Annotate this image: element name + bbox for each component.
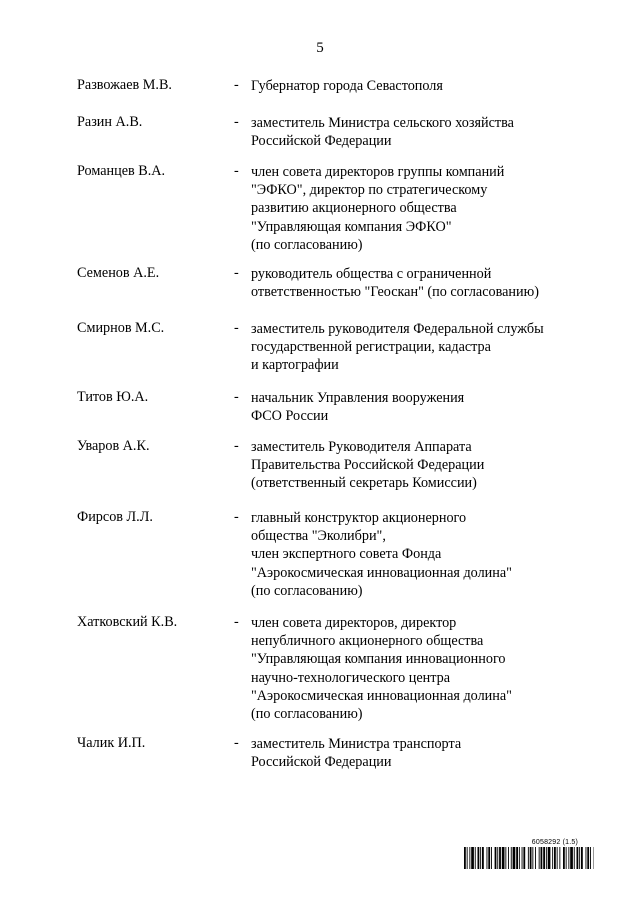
member-role bbox=[251, 114, 591, 150]
entry-dash: - bbox=[234, 614, 239, 630]
barcode-bar bbox=[568, 847, 569, 869]
barcode-bar bbox=[480, 847, 481, 869]
member-name: Развожаев М.В. bbox=[77, 77, 172, 93]
barcode-bar bbox=[528, 847, 529, 869]
entry-dash: - bbox=[234, 77, 239, 93]
member-role-line: главный конструктор акционерного bbox=[251, 510, 467, 526]
barcode-bar bbox=[566, 847, 567, 869]
member-role-line: Правительства Российской Федерации bbox=[251, 457, 485, 474]
barcode-bar bbox=[590, 847, 591, 869]
member-role-line: заместитель Руководителя Аппарата bbox=[251, 439, 472, 455]
barcode-bar bbox=[570, 847, 573, 869]
entry-dash: - bbox=[234, 114, 239, 130]
barcode-bar bbox=[579, 847, 580, 869]
barcode-bar bbox=[522, 847, 523, 869]
member-role bbox=[251, 735, 591, 771]
entry-dash: - bbox=[234, 735, 239, 751]
barcode-bar bbox=[495, 847, 497, 869]
member-role bbox=[251, 77, 591, 95]
member-role-line: член совета директоров, директор bbox=[251, 615, 457, 631]
barcode-bar bbox=[516, 847, 518, 869]
member-role-line: член экспертного совета Фонда bbox=[251, 546, 442, 563]
member-role-line: развитию акционерного общества bbox=[251, 200, 457, 217]
barcode-code: 6058292 (1.5) bbox=[531, 839, 578, 846]
member-role-line: заместитель руководителя Федеральной службы bbox=[251, 321, 544, 337]
barcode-bar bbox=[482, 847, 484, 869]
entry-dash: - bbox=[234, 265, 239, 281]
barcode-bar bbox=[548, 847, 551, 869]
member-role-line: "Аэрокосмическая инновационная долина" bbox=[251, 564, 512, 581]
member-role-line: "Управляющая компания инновационного bbox=[251, 651, 506, 668]
member-name: Хатковский К.В. bbox=[77, 614, 178, 630]
member-name: Чалик И.П. bbox=[77, 735, 146, 751]
barcode-image bbox=[464, 847, 594, 869]
document-barcode bbox=[464, 838, 594, 869]
member-role-line: заместитель Министра транспорта bbox=[251, 736, 462, 752]
member-role-line: общества "Эколибри", bbox=[251, 528, 386, 545]
member-role-line: и картографии bbox=[251, 357, 339, 374]
member-role bbox=[251, 389, 591, 425]
barcode-bar bbox=[488, 847, 490, 869]
member-role-line: начальник Управления вооружения bbox=[251, 390, 465, 406]
barcode-bar bbox=[543, 847, 545, 869]
member-role-line: (ответственный секретарь Комиссии) bbox=[251, 475, 477, 492]
barcode-bar bbox=[586, 847, 587, 869]
member-name: Разин А.В. bbox=[77, 114, 143, 130]
barcode-bar bbox=[519, 847, 520, 869]
barcode-bar bbox=[539, 847, 540, 869]
member-role-line: государственной регистрации, кадастра bbox=[251, 339, 491, 356]
member-role-line: ФСО России bbox=[251, 408, 329, 425]
member-role-line: член совета директоров группы компаний bbox=[251, 164, 505, 180]
barcode-bar bbox=[577, 847, 579, 869]
barcode-bar bbox=[497, 847, 498, 869]
barcode-bar bbox=[467, 847, 468, 869]
barcode-bar bbox=[505, 847, 506, 869]
member-name: Фирсов Л.Л. bbox=[77, 509, 153, 525]
barcode-bar bbox=[464, 847, 466, 869]
member-role-line: руководитель общества с ограниченной bbox=[251, 266, 492, 282]
barcode-bar bbox=[487, 847, 488, 869]
member-role bbox=[251, 163, 591, 254]
member-role-line: (по согласованию) bbox=[251, 706, 363, 723]
member-role bbox=[251, 509, 591, 600]
member-name: Уваров А.К. bbox=[77, 438, 150, 454]
member-role-line: ответственностью "Геоскан" (по согласованию) bbox=[251, 284, 539, 301]
barcode-bar bbox=[475, 847, 476, 869]
member-role bbox=[251, 265, 591, 301]
barcode-bar bbox=[491, 847, 492, 869]
member-role-line: (по согласованию) bbox=[251, 236, 363, 253]
member-role-line: "Управляющая компания ЭФКО" bbox=[251, 218, 452, 235]
barcode-bar bbox=[511, 847, 512, 869]
barcode-bar bbox=[557, 847, 558, 869]
barcode-bar bbox=[530, 847, 532, 869]
member-role bbox=[251, 320, 591, 375]
barcode-bar bbox=[523, 847, 525, 869]
barcode-bar bbox=[478, 847, 480, 869]
barcode-bar bbox=[554, 847, 556, 869]
barcode-bar bbox=[499, 847, 501, 869]
member-role-line: заместитель Министра сельского хозяйства bbox=[251, 115, 514, 131]
barcode-bar bbox=[546, 847, 547, 869]
member-role-line: Российской Федерации bbox=[251, 754, 392, 771]
barcode-bar bbox=[559, 847, 560, 869]
barcode-bar bbox=[508, 847, 509, 869]
member-role-line: "Аэрокосмическая инновационная долина" bbox=[251, 687, 512, 704]
member-role-line: "ЭФКО", директор по стратегическому bbox=[251, 182, 488, 199]
barcode-bar bbox=[574, 847, 575, 869]
barcode-bar bbox=[552, 847, 553, 869]
member-name: Смирнов М.С. bbox=[77, 320, 165, 336]
member-role-line: (по согласованию) bbox=[251, 582, 363, 599]
barcode-bar bbox=[513, 847, 516, 869]
page-number: 5 bbox=[316, 40, 324, 56]
barcode-bar bbox=[532, 847, 533, 869]
member-role-line: непубличного акционерного общества bbox=[251, 633, 484, 650]
entry-dash: - bbox=[234, 509, 239, 525]
entry-dash: - bbox=[234, 320, 239, 336]
barcode-bar bbox=[469, 847, 470, 869]
member-role-line: Губернатор города Севастополя bbox=[251, 78, 443, 94]
entry-dash: - bbox=[234, 389, 239, 405]
member-role-line: Российской Федерации bbox=[251, 133, 392, 150]
barcode-bar bbox=[581, 847, 583, 869]
barcode-bar bbox=[541, 847, 543, 869]
member-role bbox=[251, 438, 591, 493]
member-name: Романцев В.А. bbox=[77, 163, 166, 179]
member-name: Титов Ю.А. bbox=[77, 389, 149, 405]
barcode-bar bbox=[587, 847, 589, 869]
barcode-bar bbox=[563, 847, 565, 869]
entry-dash: - bbox=[234, 163, 239, 179]
entry-dash: - bbox=[234, 438, 239, 454]
member-name: Семенов А.Е. bbox=[77, 265, 160, 281]
member-role-line: научно-технологического центра bbox=[251, 669, 450, 686]
barcode-bar bbox=[535, 847, 536, 869]
barcode-bar bbox=[502, 847, 505, 869]
member-role bbox=[251, 614, 591, 723]
barcode-bar bbox=[471, 847, 474, 869]
